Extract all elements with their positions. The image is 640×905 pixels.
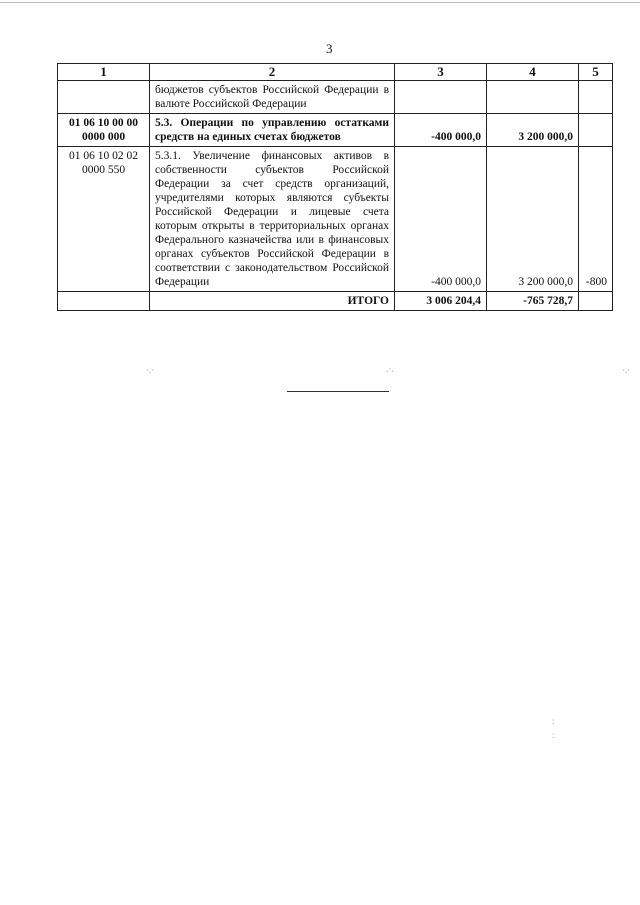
row-col3: -400 000,0 [395, 147, 487, 292]
row-col3 [395, 81, 487, 114]
table-row [58, 81, 613, 114]
budget-table [57, 63, 613, 311]
scan-speck: : [552, 730, 555, 740]
row-name: 5.3.1. Увеличение финансовых активов в собственности субъектов Российской Федерации за счет средств организаций, учредителями которых являются субъекты Российской Федерации и лицевые счета которым открыты в территориальных органах Федерального казначейства или в финансовых органах субъектов Российской Федерации в соответствии с законодательством Российской Федерации [150, 147, 395, 292]
scan-speck: ·.· [622, 365, 631, 375]
row-name: бюджетов субъектов Российской Федерации в валюте Российской Федерации [150, 81, 395, 114]
row-code: 01 06 10 00 00 0000 000 [58, 114, 150, 147]
row-col4: 3 200 000,0 [487, 147, 579, 292]
row-col3: -400 000,0 [395, 114, 487, 147]
header-col-2: 2 [150, 64, 395, 81]
scan-speck: ·.· [146, 365, 155, 375]
scan-speck: : [552, 716, 555, 726]
table-header-row [58, 64, 613, 81]
row-col4 [487, 81, 579, 114]
row-col5 [579, 114, 613, 147]
total-label: ИТОГО [150, 292, 395, 311]
table-row [58, 114, 613, 147]
row-code [58, 81, 150, 114]
scan-speck: .·. [386, 364, 394, 374]
row-code: 01 06 10 02 02 0000 550 [58, 147, 150, 292]
row-col5: -800 [579, 147, 613, 292]
total-col3: 3 006 204,4 [395, 292, 487, 311]
row-name: 5.3. Операции по управлению остатками средств на единых счетах бюджетов [150, 114, 395, 147]
row-col4: 3 200 000,0 [487, 114, 579, 147]
total-empty [58, 292, 150, 311]
header-col-1: 1 [58, 64, 150, 81]
page-number: 3 [326, 41, 333, 56]
total-col4: -765 728,7 [487, 292, 579, 311]
header-col-5: 5 [579, 64, 613, 81]
header-col-4: 4 [487, 64, 579, 81]
table-row [58, 147, 613, 292]
top-border-line [0, 2, 640, 3]
total-row [58, 292, 613, 311]
total-col5 [579, 292, 613, 311]
closing-separator-line [287, 391, 389, 392]
header-col-3: 3 [395, 64, 487, 81]
row-col5 [579, 81, 613, 114]
